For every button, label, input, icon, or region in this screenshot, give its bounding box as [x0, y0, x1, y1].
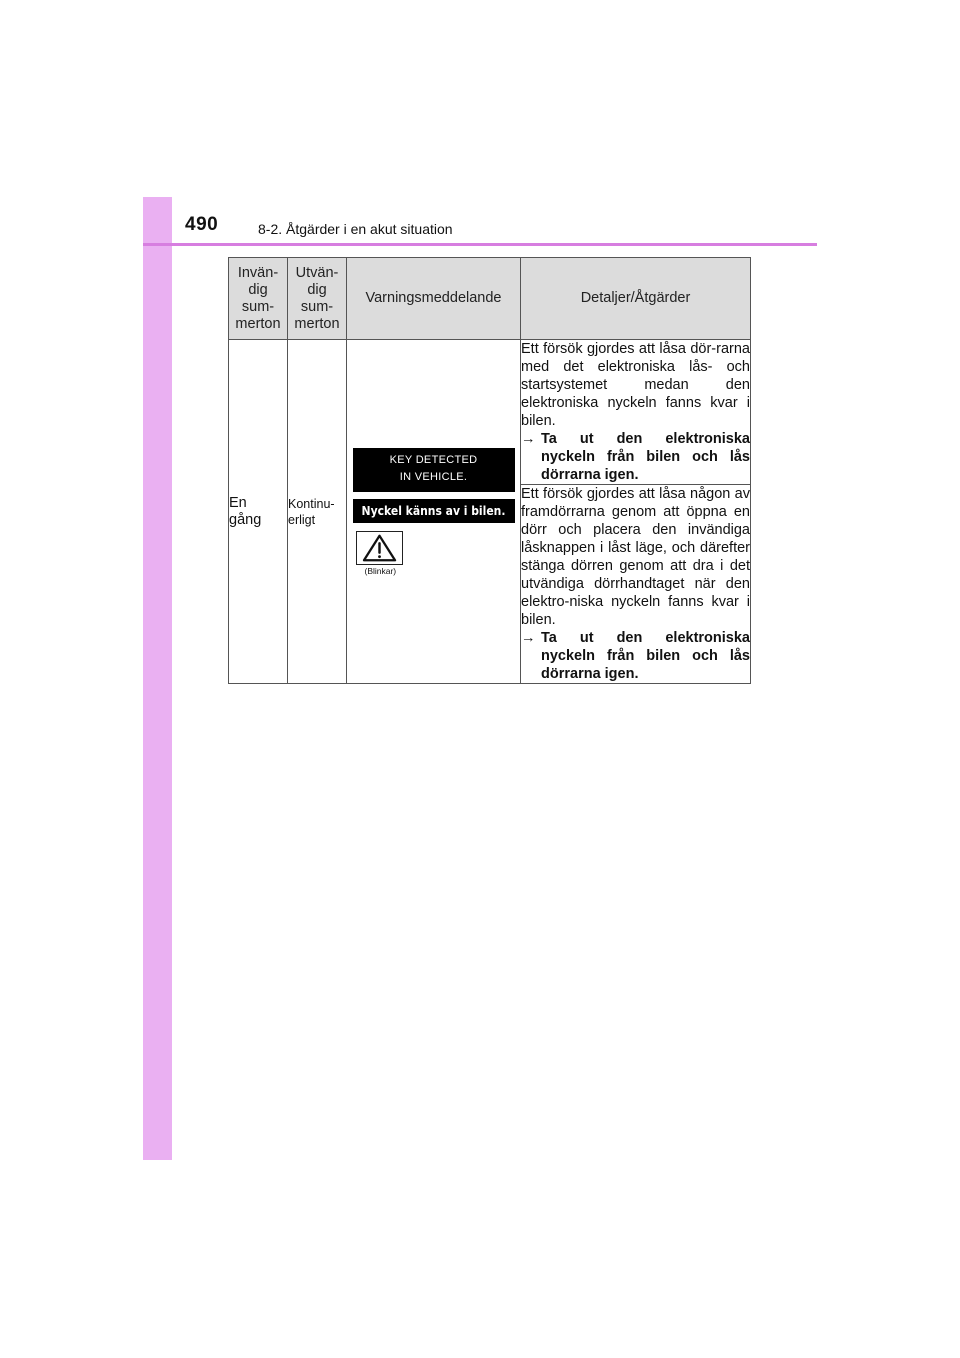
section-title: 8-2. Åtgärder i en akut situation — [258, 221, 453, 237]
arrow-right-icon: → — [521, 431, 536, 447]
side-tab-band — [143, 197, 172, 1160]
cell-warning-message — [347, 340, 521, 684]
cell-outside-buzzer — [288, 340, 347, 684]
cell-details-1 — [521, 340, 751, 485]
header-rule — [143, 243, 817, 246]
header-warning-message-label: Varningsmeddelande — [365, 290, 502, 306]
header-inside-buzzer — [229, 258, 288, 340]
details-1-action — [521, 430, 750, 484]
table-row — [229, 340, 751, 485]
details-2-action — [521, 629, 750, 683]
header-warning-message — [347, 258, 521, 340]
header-inside-buzzer-label: Invän- dig sum- merton — [235, 264, 281, 332]
arrow-right-icon: → — [521, 630, 536, 646]
details-1-action-text: Ta ut den elektroniska nyckeln från bilen och lås dörrarna igen. — [541, 431, 750, 483]
display-message-sv — [353, 499, 515, 523]
warning-table — [228, 257, 751, 684]
details-1-text: Ett försök gjordes att låsa dör-rarna med det elektroniska lås- och startsystemet medan den elektroniska nyckeln fanns kvar i bilen. — [521, 341, 750, 429]
page-number: 490 — [185, 214, 219, 235]
display-message-en — [353, 448, 515, 492]
warning-triangle-icon — [356, 531, 403, 565]
details-2-action-text: Ta ut den elektroniska nyckeln från bilen och lås dörrarna igen. — [541, 630, 750, 682]
display-message-sv-text: Nyckel känns av i bilen. — [361, 503, 506, 518]
outside-buzzer-value: Kontinu- erligt — [288, 496, 335, 527]
header-outside-buzzer-label: Utvän- dig sum- merton — [294, 264, 340, 332]
blink-label: (Blinkar) — [364, 565, 397, 576]
inside-buzzer-value: En gång — [229, 494, 262, 528]
warning-indicator — [353, 531, 515, 576]
header-outside-buzzer — [288, 258, 347, 340]
details-2-text: Ett försök gjordes att låsa någon av framdörrarna genom att öppna en dörr och placera den invändiga låsknappen i låst läge, och därefter stänga dörren genom att dra i det utvändiga dörrhandtaget när den elektro-niska nyckeln fanns kvar i bilen. — [521, 486, 750, 628]
display-message-en-text: KEY DETECTED IN VEHICLE. — [389, 453, 478, 483]
cell-details-2 — [521, 485, 751, 684]
header-details — [521, 258, 751, 340]
table-header-row — [229, 258, 751, 340]
cell-inside-buzzer — [229, 340, 288, 684]
header-details-label: Detaljer/Åtgärder — [580, 290, 691, 306]
